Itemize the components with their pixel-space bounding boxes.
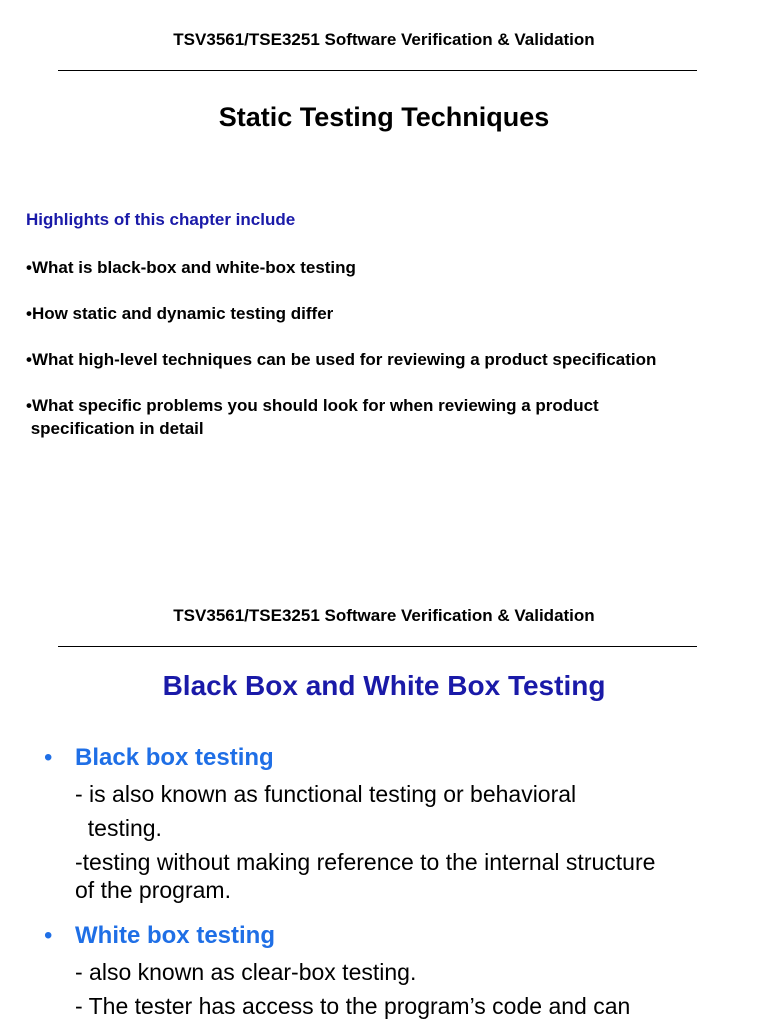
white-box-line-1: - also known as clear-box testing. [75, 959, 417, 985]
slide2-title: Black Box and White Box Testing [162, 670, 606, 701]
slide2-header: TSV3561/TSE3251 Software Verification & Validation [173, 606, 595, 625]
white-box-heading: White box testing [75, 922, 275, 949]
bullet-specific-problems: •What specific problems you should look for when reviewing a product [26, 396, 599, 415]
slide1-title: Static Testing Techniques [218, 102, 550, 132]
bullet-specific-problems-cont: specification in detail [26, 419, 204, 438]
black-box-heading: Black box testing [75, 744, 274, 771]
slide2-header-rule [58, 646, 697, 647]
black-box-line-1: - is also known as functional testing or behavioral [75, 781, 577, 807]
slide1-header-rule [58, 70, 697, 71]
bullet-black-white-box: •What is black-box and white-box testing [26, 258, 356, 277]
white-box-bullet-dot: • [44, 922, 53, 949]
black-box-line-4: of the program. [75, 877, 231, 903]
highlights-heading: Highlights of this chapter include [26, 210, 296, 229]
bullet-static-dynamic: •How static and dynamic testing differ [26, 304, 334, 323]
black-box-line-3: -testing without making reference to the internal structure [75, 849, 656, 875]
black-box-line-2: testing. [75, 815, 162, 841]
white-box-line-2: - The tester has access to the program’s code and can [75, 993, 631, 1019]
black-box-bullet-dot: • [44, 744, 53, 771]
bullet-high-level-techniques: •What high-level techniques can be used for reviewing a product specification [26, 350, 657, 369]
slide1-header: TSV3561/TSE3251 Software Verification & Validation [173, 30, 595, 49]
